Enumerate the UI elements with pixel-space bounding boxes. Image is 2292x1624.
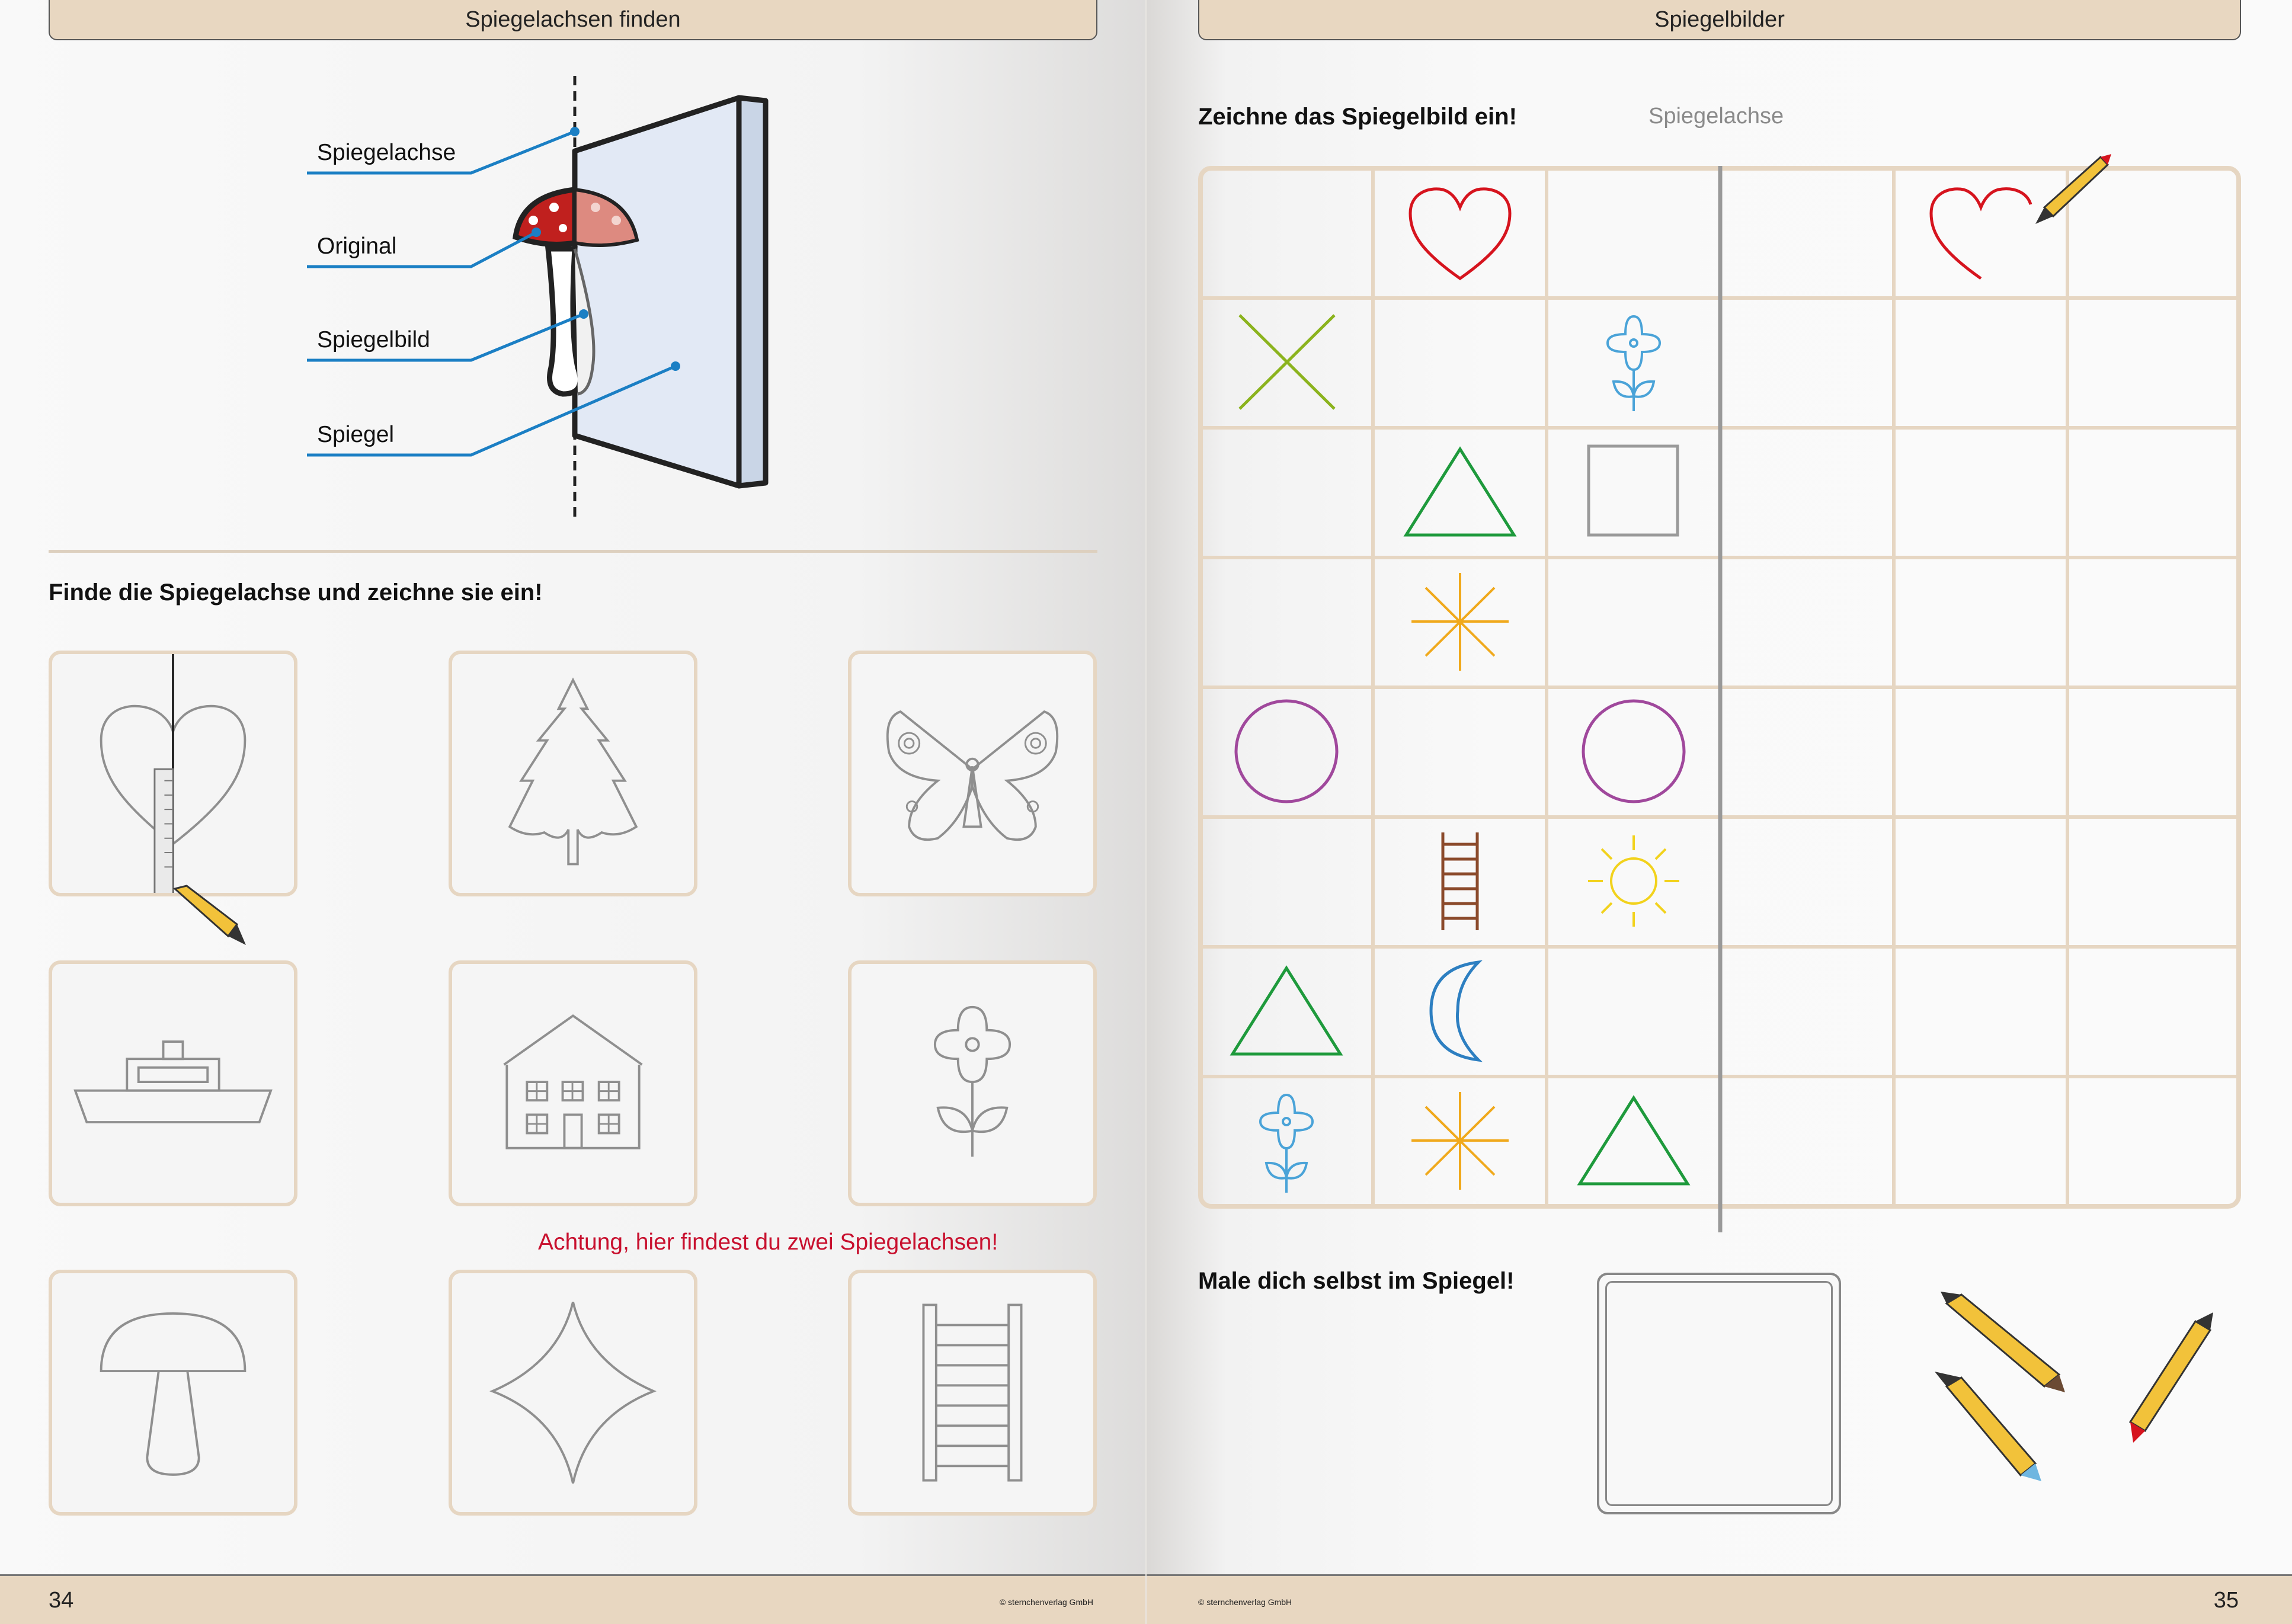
- cross-icon: [1201, 299, 1372, 425]
- right-page-number: 35: [2213, 1588, 2239, 1613]
- shape-card-flower[interactable]: [848, 960, 1097, 1206]
- left-header-title: Spiegelachsen finden: [465, 7, 681, 32]
- flower-icon: [852, 964, 1093, 1203]
- butterfly-icon: [852, 654, 1093, 893]
- cell-moon: [1375, 947, 1546, 1074]
- section-divider: [49, 550, 1097, 553]
- shape-card-ship[interactable]: [49, 960, 297, 1206]
- ship-icon: [52, 964, 294, 1203]
- flower-icon: [1548, 299, 1720, 425]
- triangle-icon: [1375, 428, 1546, 555]
- star-burst-icon: [1375, 558, 1546, 685]
- pencil-icon: [169, 883, 252, 954]
- cell-ladder: [1375, 818, 1546, 944]
- ruler-icon: [155, 769, 173, 893]
- triangle-icon: [1548, 1077, 1720, 1204]
- shape-card-mushroom[interactable]: [49, 1270, 297, 1516]
- left-page-number: 34: [49, 1588, 74, 1613]
- mushroom-outline-icon: [52, 1273, 294, 1512]
- cell-triangle-3: [1548, 1077, 1720, 1204]
- cell-star-burst: [1375, 558, 1546, 685]
- circle-icon: [1548, 688, 1720, 815]
- mirror-icon: [575, 98, 766, 486]
- cell-triangle-2: [1201, 947, 1372, 1074]
- house-icon: [452, 964, 694, 1203]
- triangle-icon: [1201, 947, 1372, 1074]
- ladder-icon: [852, 1273, 1093, 1512]
- selfie-frame[interactable]: [1597, 1273, 1841, 1514]
- ladder-icon: [1375, 818, 1546, 944]
- cell-cross: [1201, 299, 1372, 425]
- shape-card-heart[interactable]: [49, 651, 297, 896]
- cell-circle-2: [1548, 688, 1720, 815]
- pencil-icon: [2029, 148, 2112, 231]
- star-icon: [452, 1273, 694, 1512]
- circle-icon: [1201, 688, 1372, 815]
- pencils-decoration: [1935, 1292, 2219, 1487]
- heart-icon: [1375, 169, 1546, 296]
- shape-card-butterfly[interactable]: [848, 651, 1097, 896]
- label-spiegelbild: Spiegelbild: [317, 327, 430, 353]
- sun-icon: [1548, 818, 1720, 944]
- right-copyright: © sternchenverlag GmbH: [1198, 1597, 1292, 1607]
- left-header: [49, 0, 1097, 40]
- moon-icon: [1375, 947, 1546, 1074]
- warning-note: Achtung, hier findest du zwei Spiegelachsen!: [538, 1229, 998, 1255]
- left-footer: [0, 1574, 1145, 1624]
- cell-flower-2: [1201, 1077, 1372, 1204]
- right-section-heading: Zeichne das Spiegelbild ein!: [1198, 104, 1517, 130]
- axis-label: Spiegelachse: [1648, 104, 1784, 129]
- cell-heart: [1375, 169, 1546, 296]
- cell-flower: [1548, 299, 1720, 425]
- label-spiegel: Spiegel: [317, 422, 395, 447]
- label-original: Original: [317, 233, 397, 259]
- cell-circle: [1201, 688, 1372, 815]
- shape-card-tree[interactable]: [449, 651, 697, 896]
- shape-card-star[interactable]: [449, 1270, 697, 1516]
- shape-card-ladder[interactable]: [848, 1270, 1097, 1516]
- right-header: [1198, 0, 2241, 40]
- heart-icon: [52, 654, 294, 893]
- cell-triangle: [1375, 428, 1546, 555]
- star-burst-icon: [1375, 1077, 1546, 1204]
- label-spiegelachse: Spiegelachse: [317, 140, 456, 165]
- left-copyright: © sternchenverlag GmbH: [999, 1597, 1093, 1607]
- left-section-heading: Finde die Spiegelachse und zeichne sie ein!: [49, 579, 543, 606]
- tree-icon: [452, 654, 694, 893]
- right-footer: [1147, 1574, 2292, 1624]
- square-icon: [1548, 428, 1720, 555]
- shape-card-house[interactable]: [449, 960, 697, 1206]
- right-header-title: Spiegelbilder: [1654, 7, 1785, 32]
- left-page: [0, 0, 1145, 1624]
- right-page: [1147, 0, 2292, 1624]
- flower-icon: [1201, 1077, 1372, 1204]
- cell-sun: [1548, 818, 1720, 944]
- pencil-icon: [1935, 1372, 2041, 1481]
- selfie-heading: Male dich selbst im Spiegel!: [1198, 1268, 1515, 1294]
- cell-square: [1548, 428, 1720, 555]
- cell-star-burst-2: [1375, 1077, 1546, 1204]
- pencil-icon: [2130, 1312, 2213, 1443]
